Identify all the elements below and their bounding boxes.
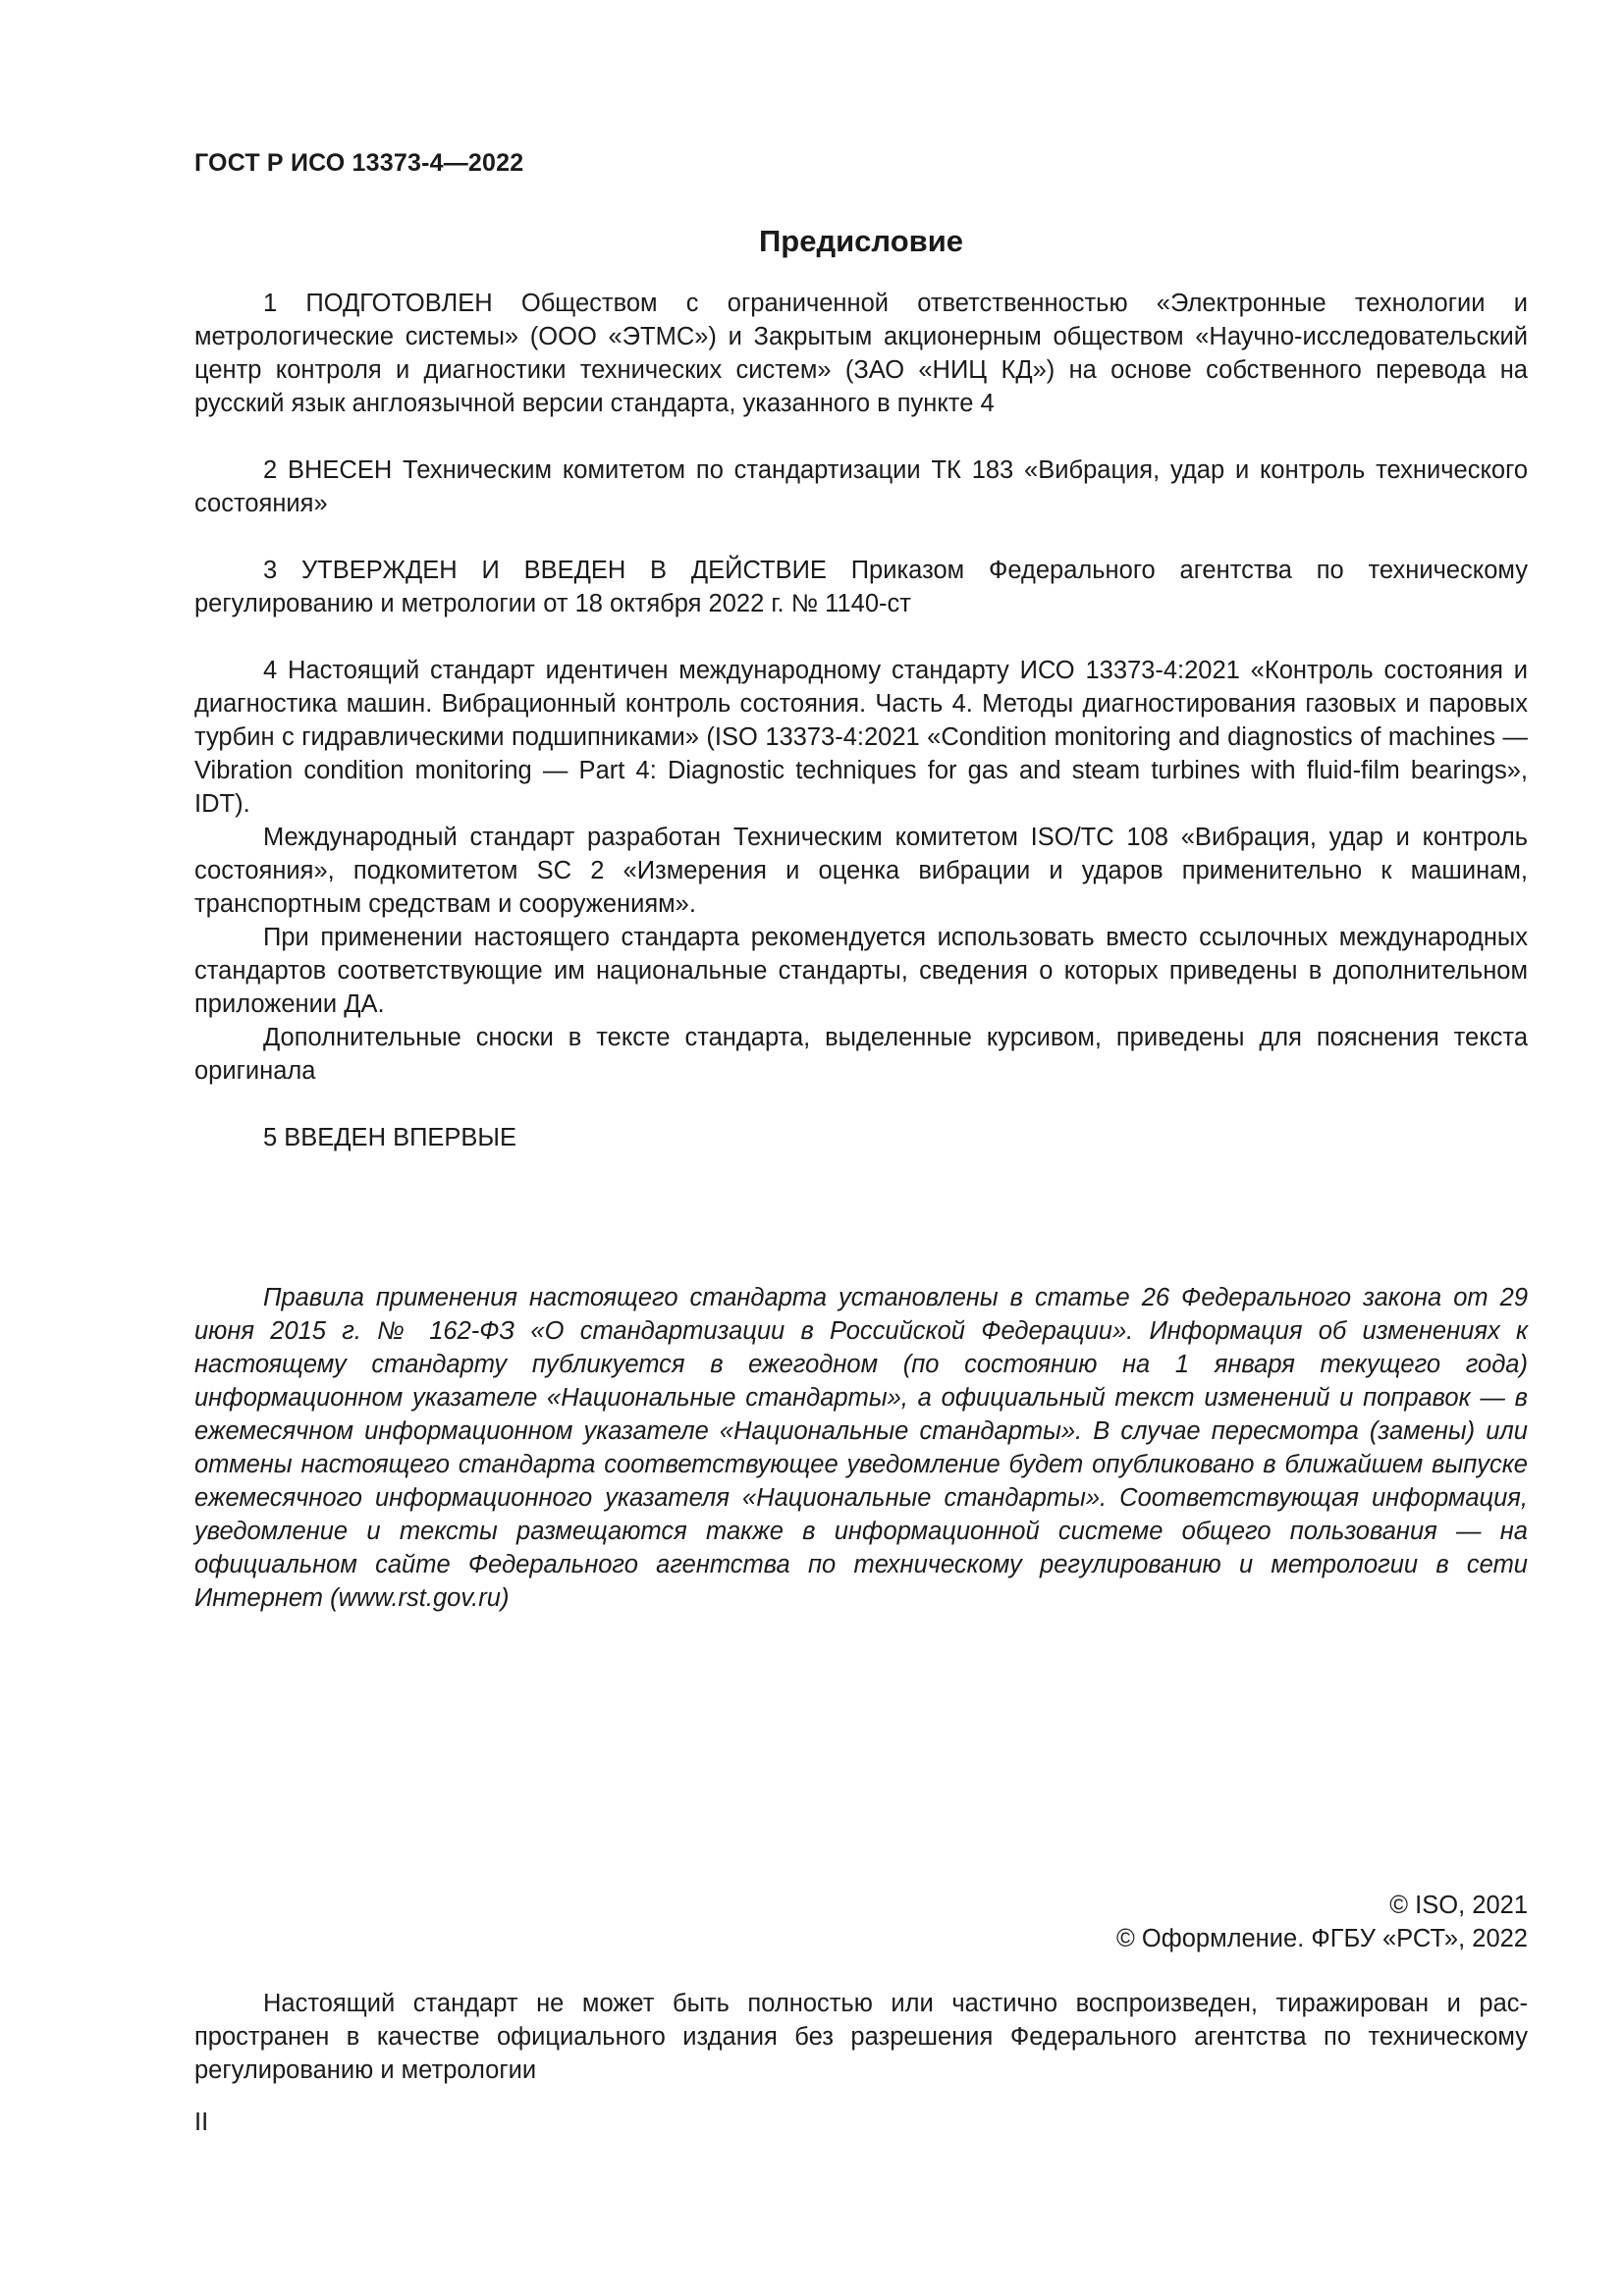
reproduction-notice-text: Настоящий стандарт не может быть полностью или частично воспроизведен, тиражирован и распространен в качестве официального издания без разрешения Федерального агентства по техническому регулированию и метрологии	[194, 1990, 1528, 2084]
copyright-rst: © Оформление. ФГБУ «РСТ», 2022	[1116, 1925, 1528, 1952]
foreword-item-4: 4 Настоящий стандарт идентичен международному стандарту ИСО 13373-4:2021 «Контроль состояния и диагностика машин. Вибрационный контроль состояния. Часть 4. Методы диагностирования газовых и паровых турбин с гидравлическими подшипниками» (ISO 13373-4:2021 «Condition monitoring and diagnostics of machines — Vibration condition monitoring — Part 4: Diagnostic techniques for gas and steam turbines with fluid-film bearings», IDT).	[194, 657, 1528, 818]
foreword-item-3: 3 УТВЕРЖДЕН И ВВЕДЕН В ДЕЙСТВИЕ Приказом Федерального агентства по техническому регулированию и метрологии от 18 октября 2022 г. № 1140-ст	[194, 557, 1528, 617]
document-id-header: ГОСТ Р ИСО 13373-4—2022	[194, 149, 524, 177]
foreword-item-1: 1 ПОДГОТОВЛЕН Обществом с ограниченной ответственностью «Электронные технологии и метрологические системы» (ООО «ЭТМС») и Закрытым акционерным обществом «Научно-исследовательский центр контроля и диагностики технических систем» (ЗАО «НИЦ КД») на основе собственного перевода на русский язык англоязычной версии стандарта, указанного в пункте 4	[194, 290, 1528, 417]
copyright-block	[1116, 1889, 1528, 1955]
foreword-item-4-paragraph-3: При применении настоящего стандарта рекомендуется использовать вместо ссылочных международных стандартов соответствующие им национальные стандарты, сведения о которых приведены в дополнительном приложении ДА.	[194, 924, 1528, 1018]
foreword-item-4-paragraph-4: Дополнительные сноски в тексте стандарта, выделенные курсивом, приведены для пояснения текста оригинала	[194, 1024, 1528, 1085]
section-title: Предисловие	[758, 224, 963, 258]
foreword-item-2: 2 ВНЕСЕН Техническим комитетом по стандартизации ТК 183 «Вибрация, удар и контроль технического состояния»	[194, 456, 1528, 517]
foreword-body	[194, 287, 1528, 1154]
document-page	[194, 0, 1528, 2296]
reproduction-notice	[194, 1987, 1528, 2087]
page-number: II	[194, 2109, 209, 2136]
foreword-item-5: 5 ВВЕДЕН ВПЕРВЫЕ	[263, 1124, 517, 1151]
copyright-iso: © ISO, 2021	[1389, 1892, 1528, 1919]
rules-notice	[194, 1281, 1528, 1615]
rules-notice-text: Правила применения настоящего стандарта установлены в статье 26 Федерального закона от 29 июня 2015 г. № 162-ФЗ «О стандартизации в Российской Федерации». Информация об изменениях к настоящему стандарту публикуется в ежегодном (по состоянию на 1 января текущего года) информационном указателе «Национальные стандарты», а официальный текст изменений и поправок — в ежемесячном информационном указателе «Национальные стандарты». В случае пересмотра (замены) или отмены настоящего стандарта соответствующее уведомление будет опубликовано в ближайшем выпуске ежемесячного информационного указателя «Национальные стандарты». Соответствующая информация, уведомление и тексты размещаются также в информационной системе общего пользования — на официальном сайте Федерального агентства по техническому регулированию и метрологии в сети Интернет (www.rst.gov.ru)	[194, 1284, 1528, 1612]
foreword-item-4-paragraph-2: Международный стандарт разработан Техническим комитетом ISO/TC 108 «Вибрация, удар и контроль состояния», подкомитетом SC 2 «Измерения и оценка вибрации и ударов применительно к машинам, транспортным средствам и сооружениям».	[194, 824, 1528, 918]
